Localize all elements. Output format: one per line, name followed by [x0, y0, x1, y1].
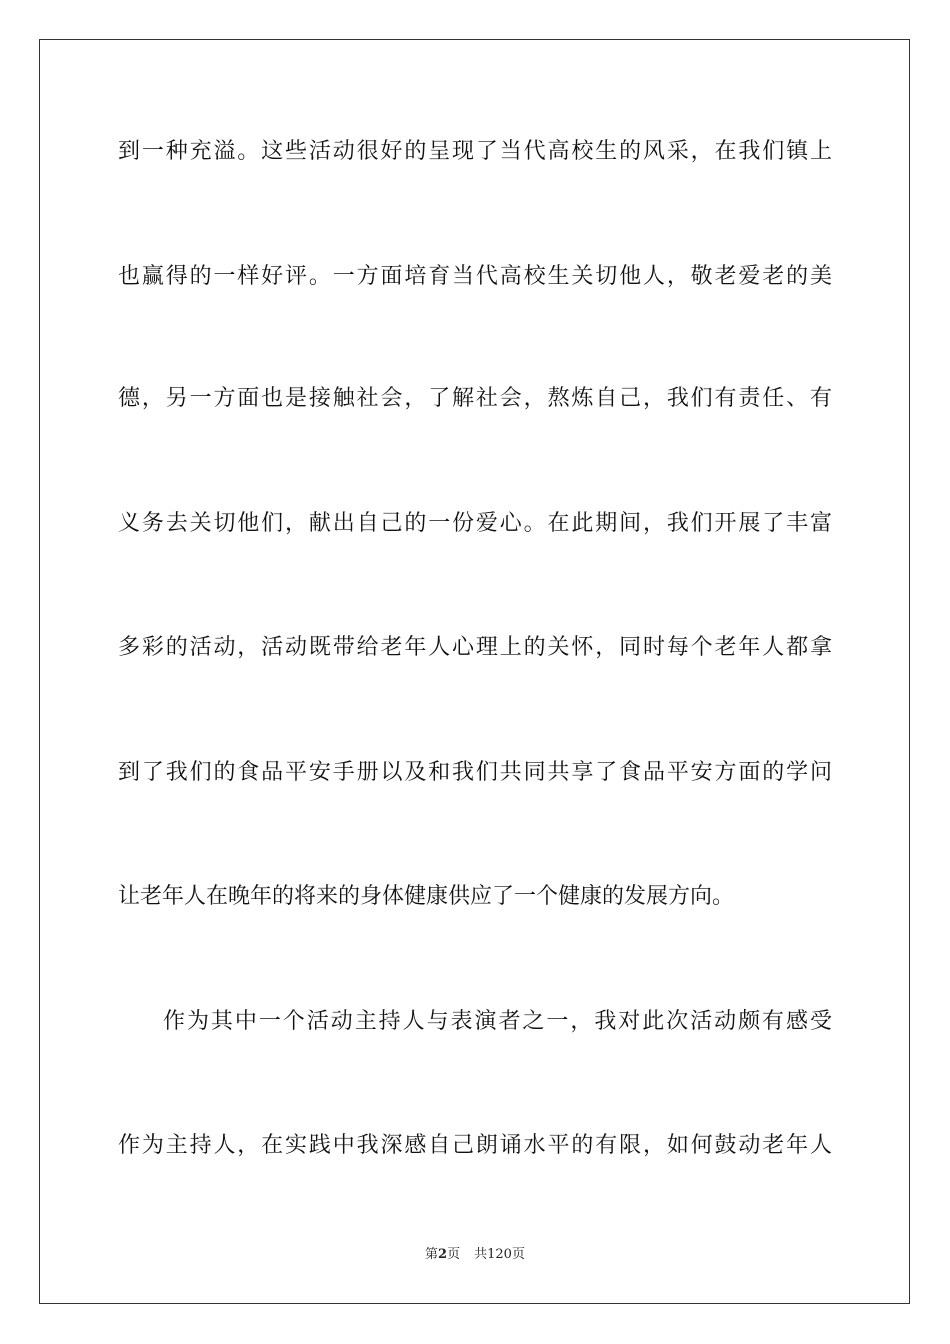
page-number: 2	[438, 1247, 448, 1262]
page-footer	[0, 1246, 950, 1264]
body-text-line-1: 到一种充溢。这些活动很好的呈现了当代高校生的风采，在我们镇上	[118, 139, 832, 164]
total-label-prefix: 共	[474, 1247, 488, 1262]
body-text-line-3: 德，另一方面也是接触社会，了解社会，熬炼自己，我们有责任、有	[118, 386, 832, 411]
page-border	[39, 39, 910, 1304]
total-label-suffix: 页	[511, 1247, 525, 1262]
body-text-line-5: 多彩的活动，活动既带给老年人心理上的关怀，同时每个老年人都拿	[118, 635, 832, 660]
body-text-line-8: 作为其中一个活动主持人与表演者之一，我对此次活动颇有感受	[163, 1009, 832, 1034]
body-text-line-2: 也赢得的一样好评。一方面培育当代高校生关切他人，敬老爱老的美	[118, 264, 832, 289]
body-text-line-6: 到了我们的食品平安手册以及和我们共同共享了食品平安方面的学问	[118, 760, 832, 785]
total-pages: 120	[487, 1247, 512, 1262]
body-text-line-7: 让老年人在晚年的将来的身体健康供应了一个健康的发展方向。	[118, 884, 735, 909]
body-text-line-4: 义务去关切他们，献出自己的一份爱心。在此期间，我们开展了丰富	[118, 511, 832, 536]
page-label-prefix: 第	[425, 1247, 439, 1262]
body-text-line-9: 作为主持人，在实践中我深感自己朗诵水平的有限，如何鼓动老年人	[118, 1133, 832, 1158]
page-label-suffix: 页	[447, 1247, 461, 1262]
